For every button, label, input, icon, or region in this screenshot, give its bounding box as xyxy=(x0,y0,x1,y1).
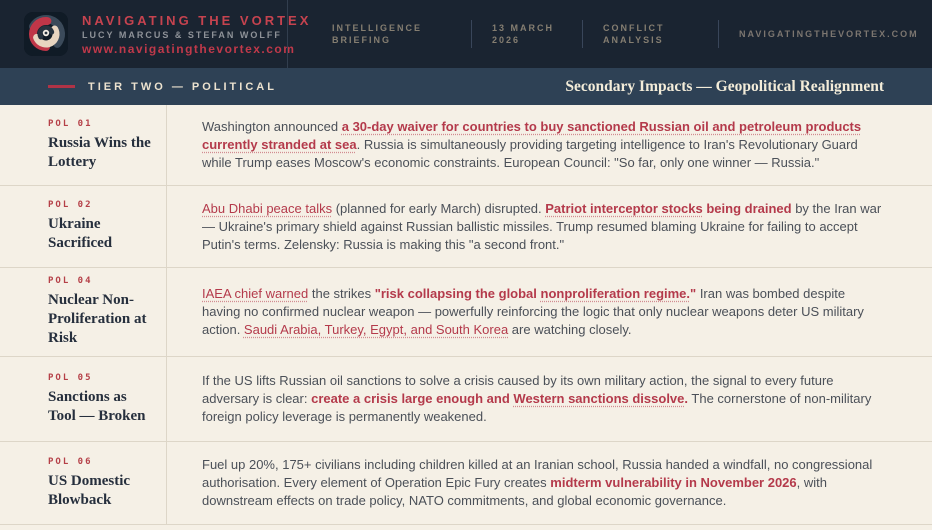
meta-line: ANALYSIS xyxy=(603,35,664,45)
briefing-row xyxy=(0,105,932,186)
meta-line: 2026 xyxy=(492,35,521,45)
row-body-cell xyxy=(167,442,932,524)
row-title: Russia Wins the Lottery xyxy=(48,134,151,170)
tier-label-group xyxy=(48,81,277,93)
row-text xyxy=(202,285,884,339)
header-meta-strip xyxy=(287,0,932,68)
row-title: Sanctions as Tool — Broken xyxy=(48,388,146,424)
inline-link[interactable]: Western sanctions dissolve xyxy=(513,391,685,406)
inline-link[interactable]: Abu Dhabi peace talks xyxy=(202,200,333,216)
section-title: Secondary Impacts — Geopolitical Realignment xyxy=(565,77,884,95)
emphasis-text: "risk collapsing the global xyxy=(374,286,541,301)
meta-date xyxy=(471,0,582,68)
row-title: Nuclear Non-Proliferation at Risk xyxy=(48,292,147,346)
briefing-rows xyxy=(0,105,932,530)
briefing-row xyxy=(0,442,932,525)
meta-site-url xyxy=(718,0,932,68)
tier-dash-rule xyxy=(48,85,75,88)
briefing-row xyxy=(0,268,932,357)
briefing-row xyxy=(0,186,932,268)
row-text xyxy=(202,118,884,172)
emphasis-text: being drained xyxy=(702,200,792,216)
body-text-segment: (planned for early March) disrupted. xyxy=(332,200,546,216)
brand-authors: LUCY MARCUS & STEFAN WOLFF xyxy=(82,29,282,40)
row-header-cell xyxy=(0,186,167,267)
row-header-cell xyxy=(0,442,167,524)
row-header-cell xyxy=(0,268,167,356)
vortex-spiral-icon xyxy=(24,12,68,56)
row-body-cell xyxy=(167,186,932,267)
emphasis-text: midterm vulnerability in November 2026 xyxy=(550,475,797,490)
meta-line: NAVIGATINGTHEVORTEX.COM xyxy=(739,29,919,39)
body-text-segment: Fuel up 20%, 175+ civilians including children killed at an Iranian school, Russia handed a windfall, no congressional authorisation. Every element of Operation Epic Fury creates xyxy=(202,457,873,490)
briefing-row xyxy=(0,357,932,442)
emphasis-text: " xyxy=(690,286,697,301)
row-id-label: POL 04 xyxy=(48,276,93,286)
meta-line: CONFLICT xyxy=(603,23,665,33)
meta-line: 13 MARCH xyxy=(492,23,555,33)
row-body-cell xyxy=(167,268,932,356)
brand-text xyxy=(82,13,311,56)
body-text-segment: by the Iran war — Ukraine's primary shield against Russian ballistic missiles. Trump resumed blaming Ukraine for failing to accept Putin's terms. Zelensky: Russia is making this "a second front." xyxy=(202,200,882,252)
brand-block xyxy=(0,0,312,68)
row-title: US Domestic Blowback xyxy=(48,472,131,508)
row-id-label: POL 05 xyxy=(48,372,93,383)
meta-line: INTELLIGENCE xyxy=(332,23,423,33)
brand-url-link[interactable]: www.navigatingthevortex.com xyxy=(82,41,296,56)
inline-link[interactable]: Patriot interceptor stocks xyxy=(545,200,703,216)
row-id-label: POL 02 xyxy=(48,200,93,210)
row-body-cell xyxy=(167,357,932,441)
body-text-segment: Washington announced xyxy=(202,119,342,134)
section-header-bar xyxy=(0,68,932,105)
header-bar xyxy=(0,0,932,68)
row-text xyxy=(202,200,884,254)
row-header-cell xyxy=(0,357,167,441)
meta-intelligence-briefing xyxy=(288,0,471,68)
body-text-segment: The cornerstone of non-military foreign policy leverage is permanently weakened. xyxy=(202,391,872,424)
emphasis-text: create a crisis large enough and xyxy=(311,391,514,406)
body-text-segment: the strikes xyxy=(308,286,375,301)
brand-title: NAVIGATING THE VORTEX xyxy=(82,12,312,28)
row-text xyxy=(202,456,884,510)
row-body-cell xyxy=(167,105,932,185)
inline-link[interactable]: a 30-day waiver for countries to buy sanctioned Russian oil and petroleum products currently stranded at sea xyxy=(202,119,862,152)
row-id-label: POL 01 xyxy=(48,118,93,129)
emphasis-text: . xyxy=(684,391,689,406)
row-text xyxy=(202,372,884,426)
row-id-label: POL 06 xyxy=(48,456,93,467)
inline-link[interactable]: nonproliferation regime. xyxy=(540,286,691,301)
meta-line: BRIEFING xyxy=(332,35,392,45)
body-text-segment: are watching closely. xyxy=(508,322,632,337)
inline-link[interactable]: Saudi Arabia, Turkey, Egypt, and South Korea xyxy=(243,322,509,337)
body-text-segment: . Russia is simultaneously providing targeting intelligence to Iran's Revolutionary Guard while Trump eases Moscow's economic constraints. European Council: "So far, only one winner — Russia." xyxy=(202,137,858,170)
row-title: Ukraine Sacrificed xyxy=(48,216,113,251)
body-text-segment: Iran was bombed despite having no confirmed nuclear weapon — powerfully reinforcing the logic that only nuclear weapons deter US military action. xyxy=(202,286,864,337)
inline-link[interactable]: IAEA chief warned xyxy=(202,286,309,301)
body-text-segment: , with downstream effects on trade policy, NATO commitments, and global economic governance. xyxy=(202,475,827,508)
meta-conflict-analysis xyxy=(582,0,718,68)
tier-label: TIER TWO — POLITICAL xyxy=(88,80,277,93)
row-header-cell xyxy=(0,105,167,185)
body-text-segment: If the US lifts Russian oil sanctions to solve a crisis caused by its own military action, the signal to every future adversary is clear: xyxy=(202,373,834,406)
